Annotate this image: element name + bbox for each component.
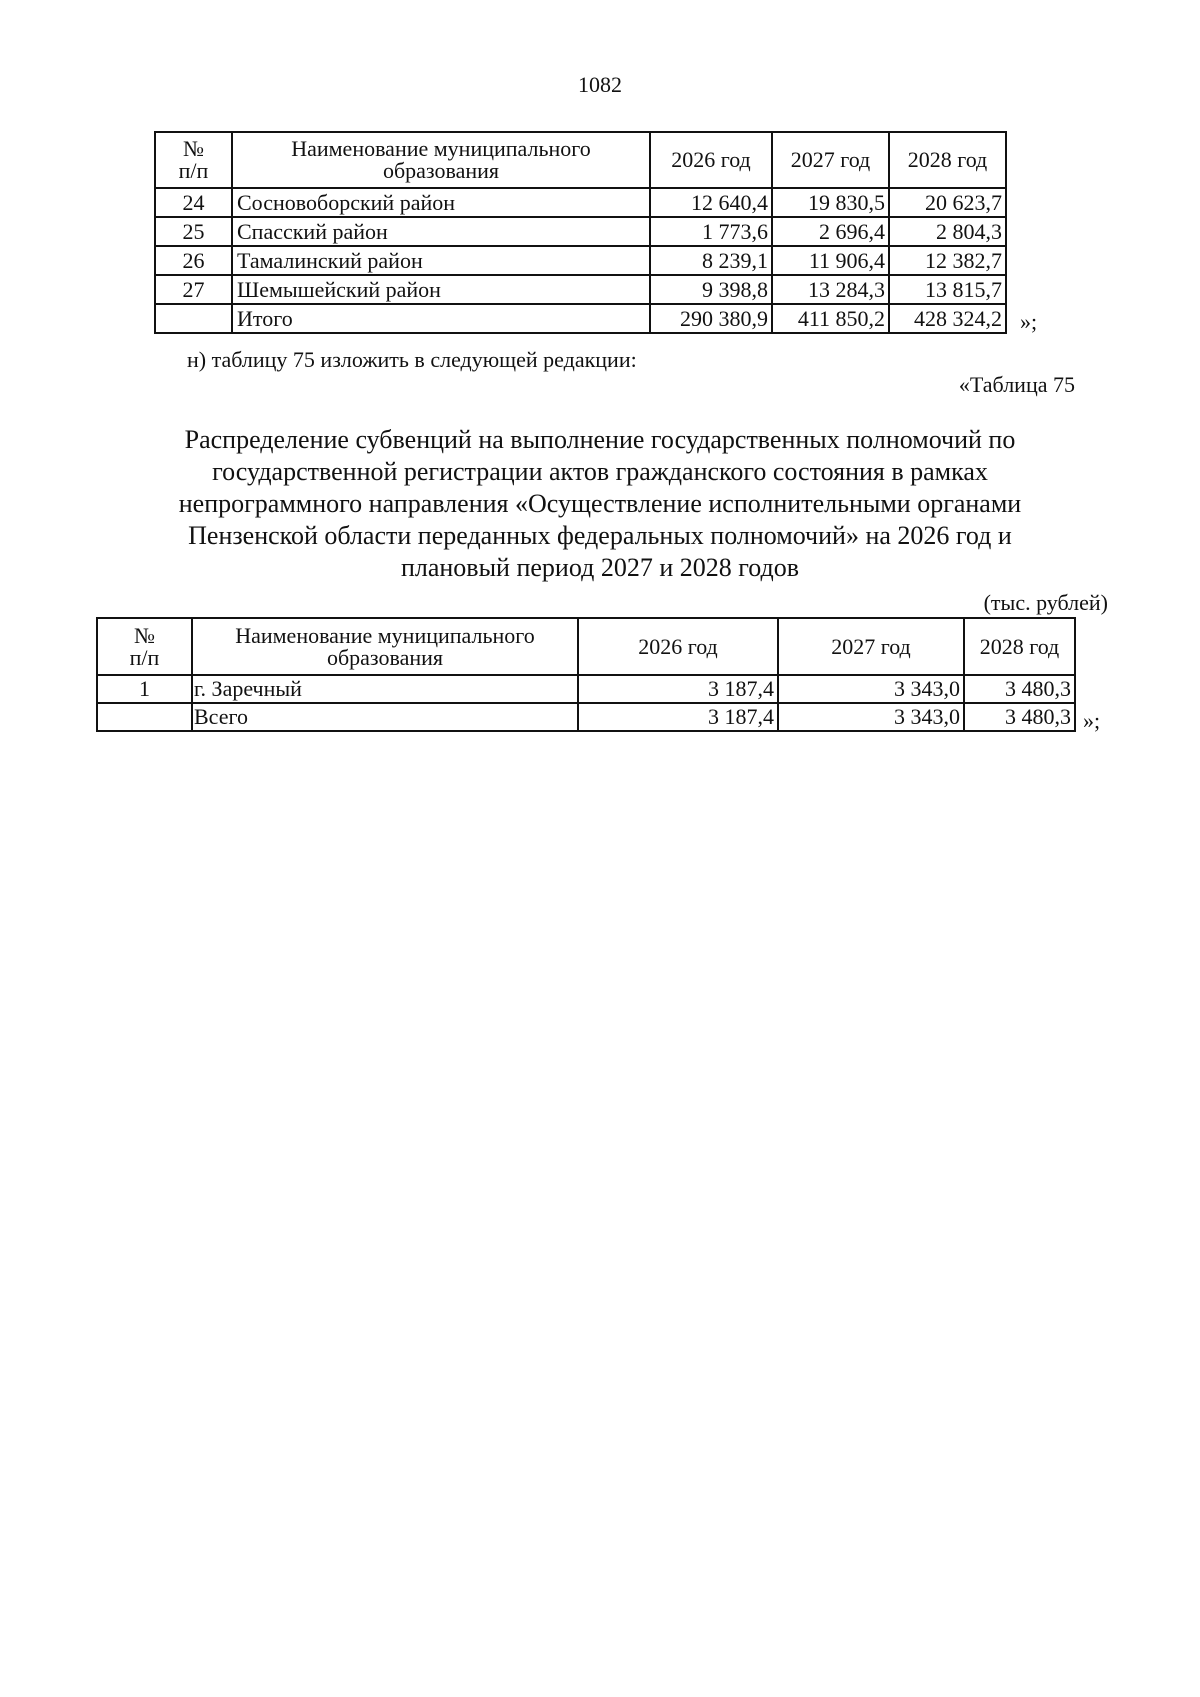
row-number: 25 — [155, 217, 232, 246]
value-2026: 9 398,8 — [650, 275, 772, 304]
value-2026: 8 239,1 — [650, 246, 772, 275]
row-number — [97, 703, 192, 731]
header-2027: 2027 год — [772, 132, 889, 188]
header-number: № п/п — [155, 132, 232, 188]
table-row — [155, 275, 1006, 304]
allocation-table-continued — [154, 131, 1007, 334]
title-line: Распределение субвенций на выполнение государственных полномочий по — [184, 425, 1016, 454]
value-2026: 12 640,4 — [650, 188, 772, 217]
title-line: плановый период 2027 и 2028 годов — [400, 553, 800, 582]
header-municipality: Наименование муниципального образования — [192, 618, 578, 675]
closing-quote-2: »; — [1083, 708, 1101, 733]
value-2027: 3 343,0 — [778, 675, 964, 703]
total-label: Итого — [232, 304, 650, 333]
municipality-name: Спасский район — [232, 217, 650, 246]
table-title — [110, 424, 1090, 584]
header-municipality: Наименование муниципального образования — [232, 132, 650, 188]
table-row — [97, 675, 1075, 703]
municipality-name: г. Заречный — [192, 675, 578, 703]
total-2027: 3 343,0 — [778, 703, 964, 731]
header-2026: 2026 год — [578, 618, 778, 675]
title-line: государственной регистрации актов гражданского состояния в рамках — [212, 457, 988, 486]
table-row — [155, 217, 1006, 246]
header-2027: 2027 год — [778, 618, 964, 675]
total-2028: 428 324,2 — [889, 304, 1006, 333]
municipality-name: Тамалинский район — [232, 246, 650, 275]
header-2026: 2026 год — [650, 132, 772, 188]
total-2027: 411 850,2 — [772, 304, 889, 333]
table-total-row — [155, 304, 1006, 333]
value-2028: 3 480,3 — [964, 675, 1075, 703]
title-line: непрограммного направления «Осуществление исполнительными органами — [178, 489, 1022, 518]
table-row — [155, 246, 1006, 275]
closing-quote-1: »; — [1020, 309, 1038, 334]
total-2026: 3 187,4 — [578, 703, 778, 731]
units-label: (тыс. рублей) — [983, 590, 1108, 615]
page-number: 1082 — [578, 72, 622, 97]
total-2028: 3 480,3 — [964, 703, 1075, 731]
municipality-name: Шемышейский район — [232, 275, 650, 304]
table-header-row — [155, 132, 1006, 188]
row-number: 26 — [155, 246, 232, 275]
table-total-row — [97, 703, 1075, 731]
row-number — [155, 304, 232, 333]
value-2028: 2 804,3 — [889, 217, 1006, 246]
table-row — [155, 188, 1006, 217]
value-2027: 19 830,5 — [772, 188, 889, 217]
row-number: 24 — [155, 188, 232, 217]
value-2027: 11 906,4 — [772, 246, 889, 275]
header-2028: 2028 год — [889, 132, 1006, 188]
table-header-row — [97, 618, 1075, 675]
municipality-name: Сосновоборский район — [232, 188, 650, 217]
value-2027: 2 696,4 — [772, 217, 889, 246]
header-2028: 2028 год — [964, 618, 1075, 675]
allocation-table-75 — [96, 617, 1076, 732]
value-2026: 3 187,4 — [578, 675, 778, 703]
value-2027: 13 284,3 — [772, 275, 889, 304]
value-2028: 12 382,7 — [889, 246, 1006, 275]
title-line: Пензенской области переданных федеральных полномочий» на 2026 год и — [188, 521, 1012, 550]
table-label: «Таблица 75 — [958, 372, 1075, 397]
header-number: № п/п — [97, 618, 192, 675]
value-2026: 1 773,6 — [650, 217, 772, 246]
value-2028: 20 623,7 — [889, 188, 1006, 217]
total-2026: 290 380,9 — [650, 304, 772, 333]
row-number: 1 — [97, 675, 192, 703]
instruction-text: н) таблицу 75 изложить в следующей редакции: — [187, 347, 637, 372]
value-2028: 13 815,7 — [889, 275, 1006, 304]
row-number: 27 — [155, 275, 232, 304]
total-label: Всего — [192, 703, 578, 731]
